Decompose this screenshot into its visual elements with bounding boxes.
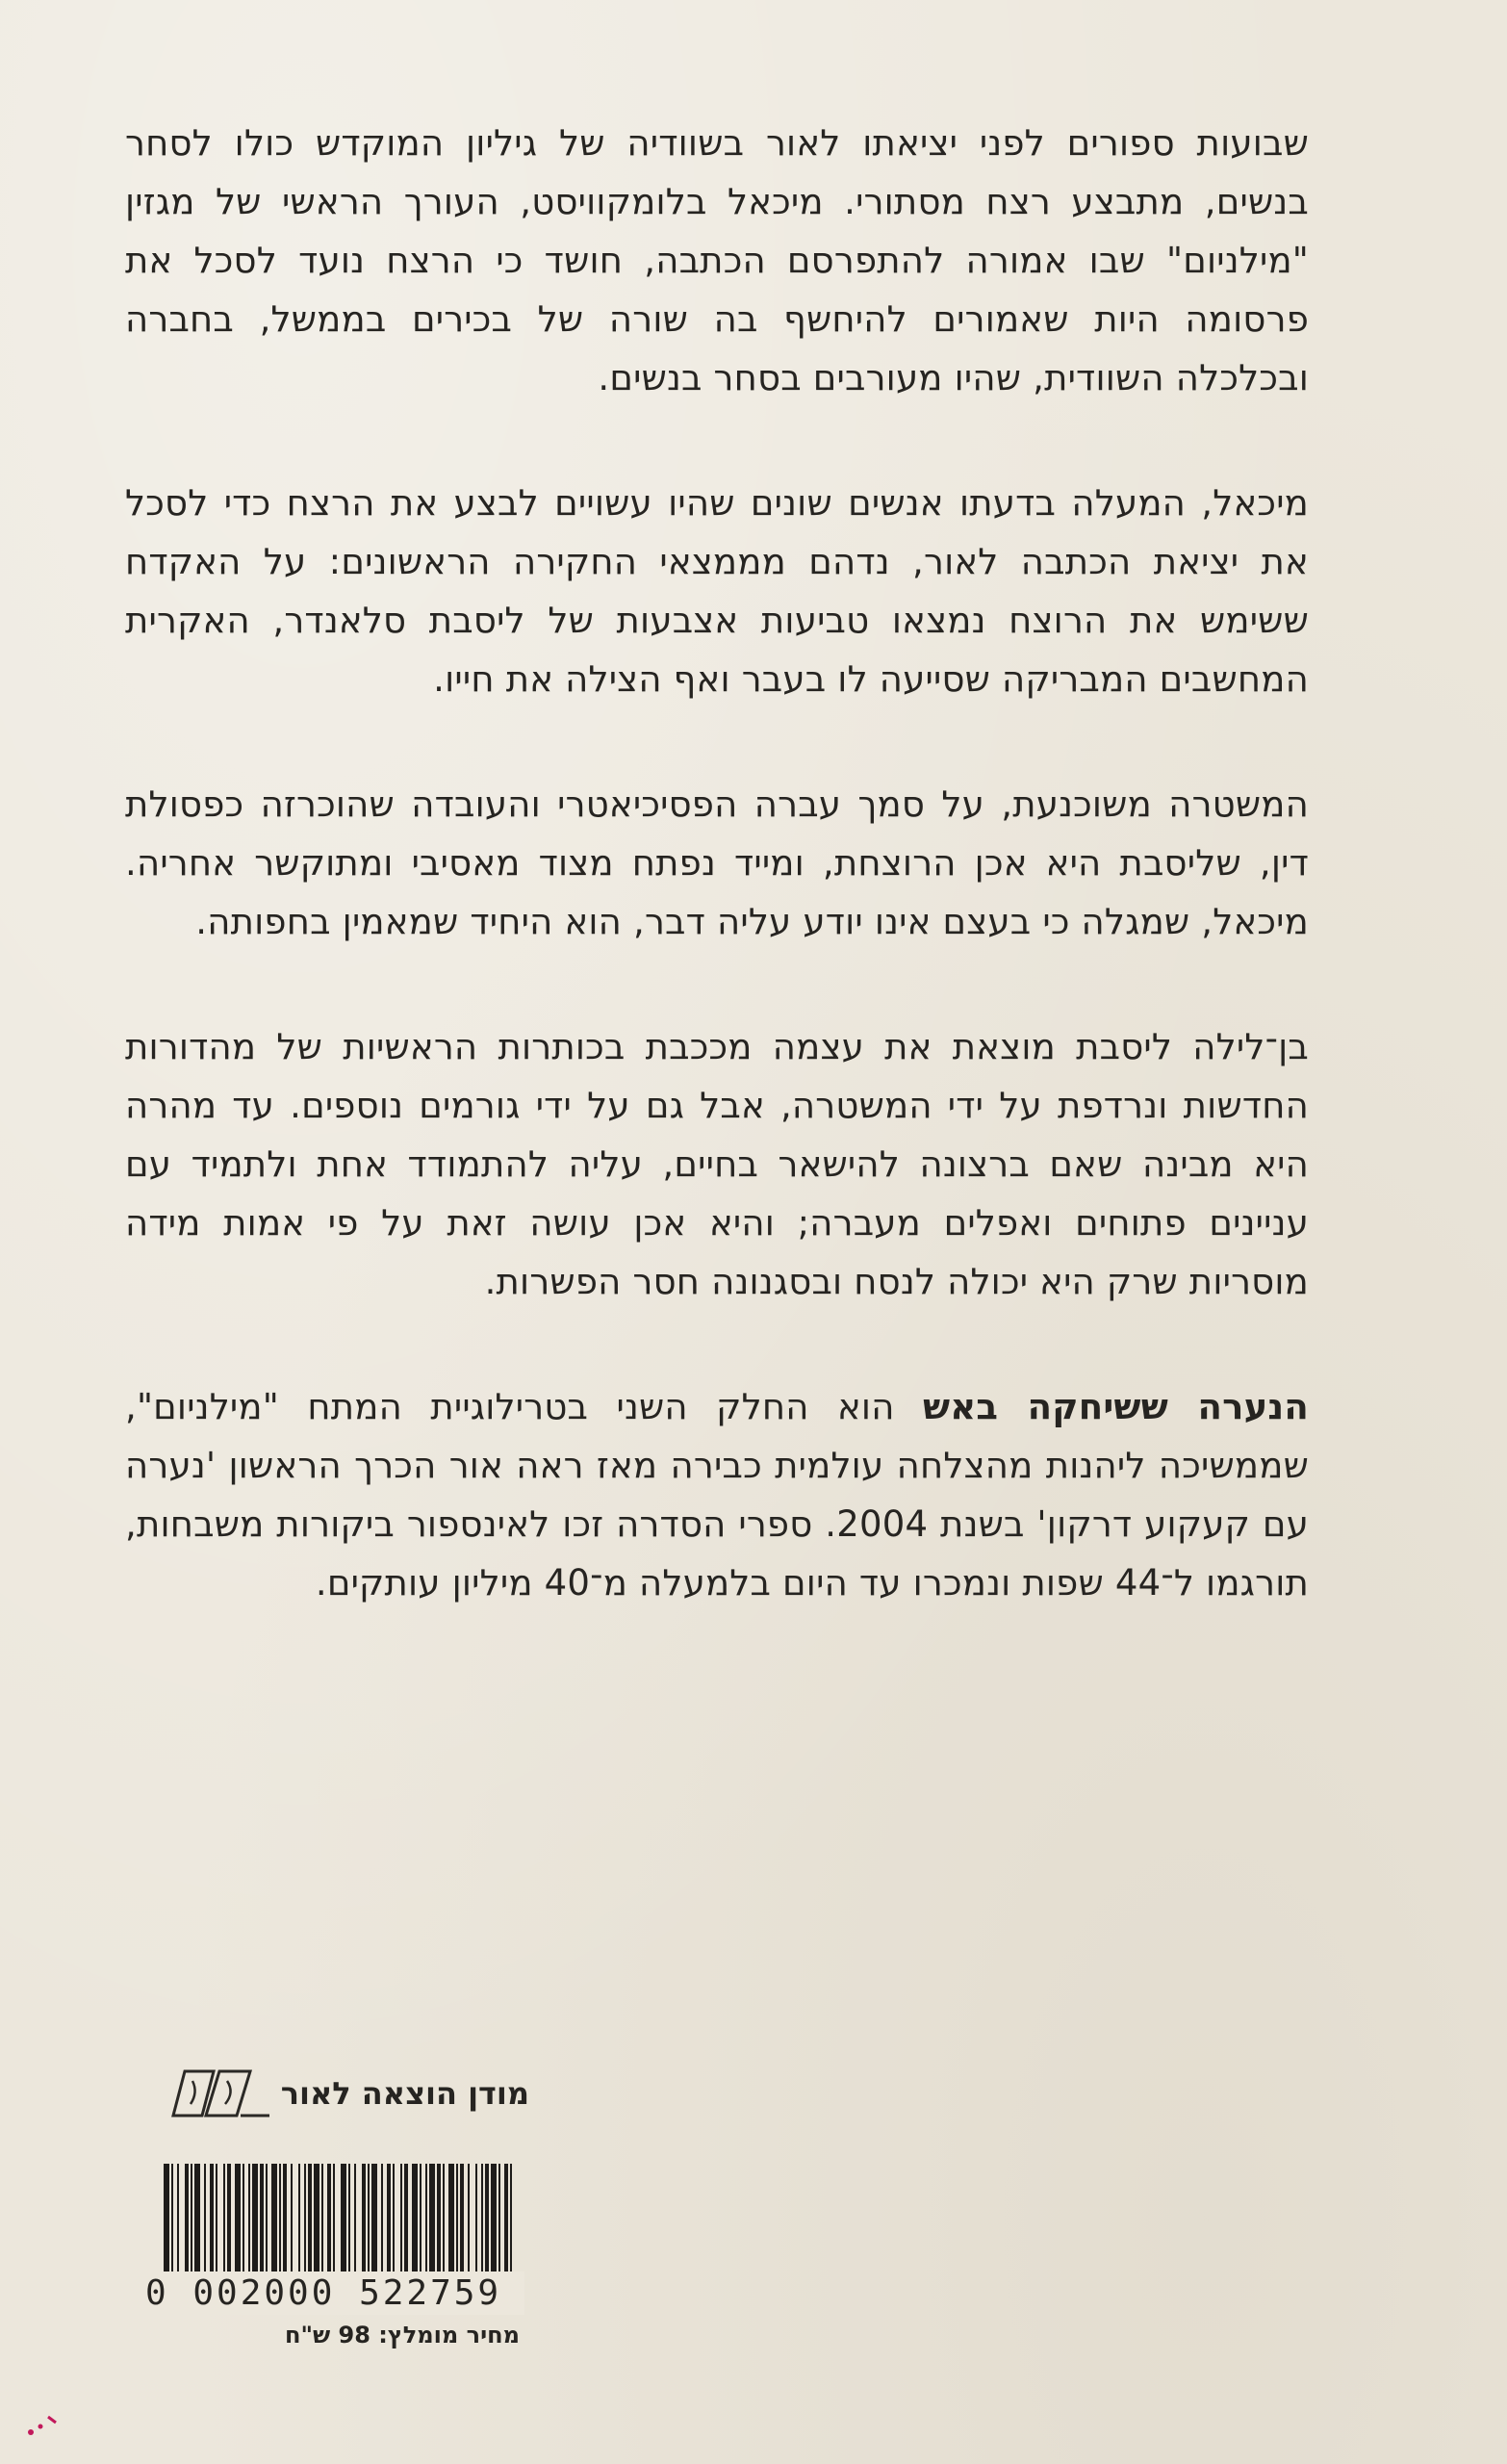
blurb-paragraph-4: בן־לילה ליסבת מוצאת את עצמה מככבת בכותרות הראשיות של מהדורות החדשות ונרדפת על ידי המשטרה, אבל גם על ידי גורמים נוספים. עד מהרה היא מבינה שאם ברצונה להישאר בחיים, עליה להתמודד אחת ולתמיד עם עניינים פתוחים ואפלים מעברה; והיא אכן עושה זאת על פי אמות מידה מוסריות שרק היא יכולה לנסח ובסגנונה חסר הפשרות. bbox=[125, 1026, 1309, 1302]
blurb-paragraph-3: המשטרה משוכנעת, על סמך עברה הפסיכיאטרי והעובדה שהוכרזה כפסולת דין, שליסבת היא אכן הרוצחת, ומייד נפתח מצוד מאסיבי ומתוקשר אחריה. מיכאל, שמגלה כי בעצם אינו יודע עליה דבר, הוא היחיד שמאמין בחפותה. bbox=[125, 783, 1309, 942]
book-title-bold: הנערה ששיחקה באש bbox=[922, 1386, 1309, 1427]
blurb-paragraph-5-text: הוא החלק השני בטרילוגיית המתח "מילניום", שממשיכה ליהנות מהצלחה עולמית כבירה מאז ראה אור הכרך הראשון 'נערה עם קעקוע דרקון' בשנת 2004. ספרי הסדרה זכו לאינספור ביקורות משבחות, תורגמו ל־44 שפות ונמכרו עד היום בלמעלה מ־40 מיליון עותקים. bbox=[125, 1386, 1309, 1604]
modan-logo-icon bbox=[164, 2060, 279, 2127]
blurb-paragraph-5 bbox=[125, 1377, 1309, 1612]
blurb-paragraph-2: מיכאל, המעלה בדעתו אנשים שונים שהיו עשויים לבצע את הרצח כדי לסכל את יציאת הכתבה לאור, נדהם מממצאי החקירה הראשונים: על האקדח ששימש את הרוצח נמצאו טביעות אצבעות של ליסבת סלאנדר, האקרית המחשבים המבריקה שסייעה לו בעבר ואף הצילה את חייו. bbox=[125, 482, 1309, 700]
barcode-digits: 0 002000 522759 bbox=[141, 2272, 524, 2315]
publisher-block bbox=[164, 2060, 529, 2127]
corner-mark bbox=[23, 2411, 62, 2440]
publisher-name: מודן הוצאה לאור bbox=[280, 2075, 529, 2112]
blurb-text bbox=[125, 114, 1309, 1679]
blurb-paragraph-1: שבועות ספורים לפני יציאתו לאור בשוודיה של גיליון המוקדש כולו לסחר בנשים, מתבצע רצח מסתורי. מיכאל בלומקוויסט, העורך הראשי של מגזין "מילניום" שבו אמורה להתפרסם הכתבה, חושד כי הרצח נועד לסכל את פרסומה היות שאמורים להיחשף בה שורה של בכירים בממשל, בחברה ובכלכלה השוודית, שהיו מעורבים בסחר בנשים. bbox=[125, 122, 1309, 398]
price-label: מחיר מומלץ: 98 ש"ח bbox=[285, 2322, 520, 2348]
